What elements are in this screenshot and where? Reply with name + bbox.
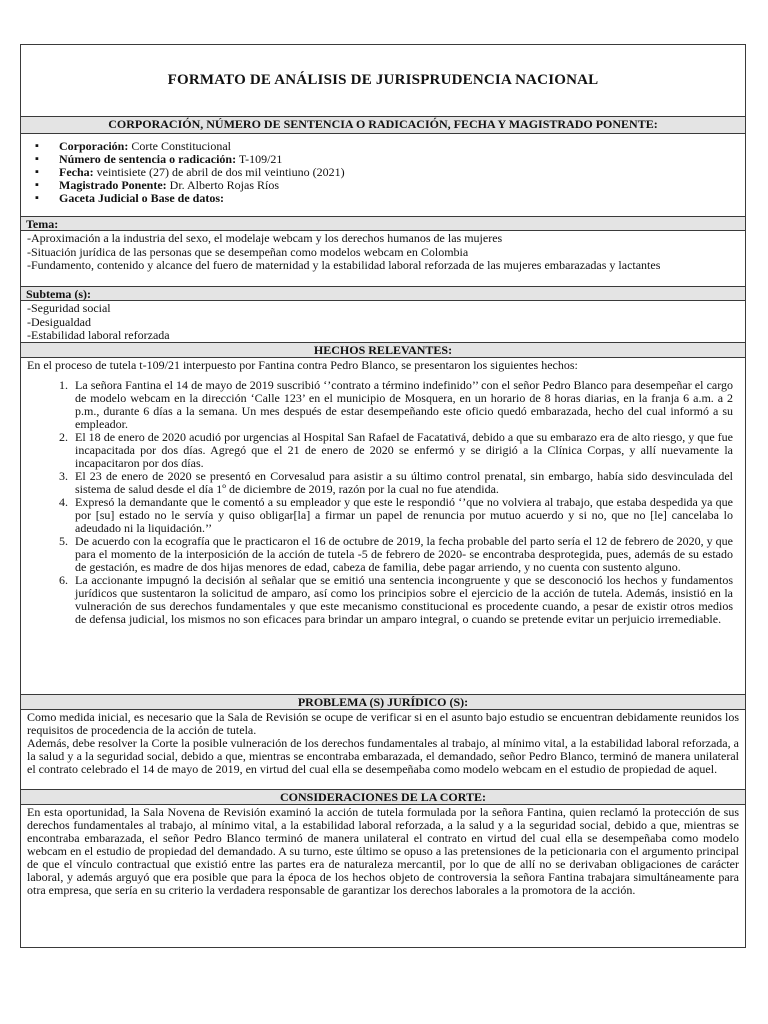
hechos-header: HECHOS RELEVANTES: bbox=[21, 343, 745, 358]
tema-item: -Situación jurídica de las personas que se desempeñan como modelos webcam en Colombia bbox=[27, 244, 469, 259]
document-title: FORMATO DE ANÁLISIS DE JURISPRUDENCIA NACIONAL bbox=[21, 45, 745, 117]
hecho-item: 3. El 23 de enero de 2020 se presentó en Corvesalud para asistir a su último control prenatal, sin embargo, había sido desvinculada del sistema de salud desde el día 1º de diciembre de 2019, razón por la cual no fue atendida. bbox=[71, 470, 733, 496]
hecho-item: 1. La señora Fantina el 14 de mayo de 2019 suscribió ‘’contrato a término indefinido’’ con el señor Pedro Blanco para desempeñar el cargo de modelo webcam en la dirección ‘Calle 123’ en el municipio de Mosquera, en un horario de 8 horas diarias, en la franja 6 a.m. a 2 p.m., durante 6 días a la semana. Un mes después de estar desempeñando este oficio quedó embarazada, hecho del cual informó a su empleador. bbox=[71, 379, 733, 431]
tema-item: -Fundamento, contenido y alcance del fuero de maternidad y la estabilidad laboral reforzada de las mujeres embarazadas y lactantes bbox=[27, 258, 661, 272]
tema-item: -Aproximación a la industria del sexo, el modelaje webcam y los derechos humanos de las mujeres bbox=[27, 231, 503, 245]
info-numero-sentencia: ▪ Número de sentencia o radicación: T-109/21 bbox=[59, 153, 739, 166]
subtema-item: -Seguridad social bbox=[27, 301, 111, 315]
hecho-item: 2. El 18 de enero de 2020 acudió por urgencias al Hospital San Rafael de Facatativá, debido a que su embarazo era de alto riesgo, y que fue incapacitada por dos días. Agregó que el 21 de enero de 2020 se enfermó y se dirigió a la Clínica Corpas, y allí nuevamente la incapacitaron por dos días. bbox=[71, 431, 733, 470]
consideraciones-paragraph: En esta oportunidad, la Sala Novena de Revisión examinó la acción de tutela formulada por la señora Fantina, quien reclamó la protección de sus derechos fundamentales al trabajo, al mínimo vital, a la estabilidad laboral reforzada, a la salud y a la seguridad social, debido a que, mientras se encontraba embarazada, el señor Pedro Blanco terminó de manera unilateral el contrato en virtud del cual ella se desempeñaba como modelo webcam en el estudio de propiedad del demandado. A su turno, este último se opuso a las pretensiones de la peticionaria con el argumento principal de que el vínculo contractual que existió entre las partes era de naturaleza mercantil, por lo que de allí no se derivaban obligaciones de carácter laboral, y además arguyó que era posible que para la época de los hechos objeto de controversia la señora Fantina trabajara simultáneamente para otra empresa, que sería en su criterio la verdadera responsable de garantizar los derechos laborales a la promotora de la acción. bbox=[27, 805, 739, 897]
hechos-section bbox=[21, 358, 745, 695]
case-info-section bbox=[21, 134, 745, 217]
case-info-list bbox=[27, 134, 739, 209]
info-corporacion: ▪ Corporación: Corte Constitucional bbox=[59, 140, 739, 153]
info-fecha: ▪ Fecha: veintisiete (27) de abril de dos mil veintiuno (2021) bbox=[59, 166, 739, 179]
hechos-list bbox=[27, 379, 733, 626]
corporation-section-header: CORPORACIÓN, NÚMERO DE SENTENCIA O RADICACIÓN, FECHA Y MAGISTRADO PONENTE: bbox=[21, 117, 745, 134]
info-magistrado: ▪ Magistrado Ponente: Dr. Alberto Rojas Ríos bbox=[59, 179, 739, 192]
hecho-item: 4. Expresó la demandante que le comentó a su empleador y que este le respondió ‘’que no volviera al trabajo, que estaba despedida ya que por [su] estado no le servía y quiso obligar[la] a firmar un papel de renuncia por mutuo acuerdo y si no, que no [le] cancelaba lo adeudado ni la liquidación.’’ bbox=[71, 496, 733, 535]
problema-paragraph: Como medida inicial, es necesario que la Sala de Revisión se ocupe de verificar si en el asunto bajo estudio se encuentran debidamente reunidos los requisitos de procedencia de la acción de tutela. bbox=[27, 710, 739, 737]
tema-label: Tema: bbox=[21, 217, 745, 231]
tema-section bbox=[21, 231, 745, 287]
hecho-item: 6. La accionante impugnó la decisión al señalar que se emitió una sentencia incongruente y que se desconoció los hechos y fundamentos jurídicos que sustentaron la solicitud de amparo, así como los principios sobre el ejercicio de la acción de tutela. Además, insistió en la vulneración de sus derechos fundamentales y que este mecanismo constitucional es procedente cuando, a pesar de existir otros medios de defensa judicial, los mismos no son eficaces para brindar un amparo integral, o cuando se pretende evitar un perjuicio irremediable. bbox=[71, 574, 733, 626]
hecho-item: 5. De acuerdo con la ecografía que le practicaron el 16 de octubre de 2019, la fecha probable del parto sería el 12 de febrero de 2020, y que para el momento de la interposición de la acción de tutela -5 de febrero de 2020- se encontraba desprotegida, pues, además de su estado de gestación, es madre de dos hijas menores de edad, cabeza de familia, debe pagar arriendo, y no cuenta con sustento alguno. bbox=[71, 535, 733, 574]
subtema-item: -Desigualdad bbox=[27, 314, 91, 329]
subtema-item: -Estabilidad laboral reforzada bbox=[27, 328, 170, 342]
jurisprudence-form bbox=[20, 44, 746, 948]
problema-section bbox=[21, 710, 745, 790]
problema-header: PROBLEMA (S) JURÍDICO (S): bbox=[21, 695, 745, 710]
hechos-intro: En el proceso de tutela t-109/21 interpuesto por Fantina contra Pedro Blanco, se presentaron los siguientes hechos: bbox=[27, 358, 578, 372]
consideraciones-section bbox=[21, 805, 745, 945]
problema-paragraph: Además, debe resolver la Corte la posible vulneración de los derechos fundamentales al trabajo, al mínimo vital, a la estabilidad laboral reforzada, a la salud y a la seguridad social, debido a que, mientras se encontraba embarazada, el demandado, señor Pedro Blanco, terminó de manera unilateral el contrato celebrado el 14 de mayo de 2019, en virtud del cual ella se desempeñaba como modelo webcam en el estudio de propiedad de aquel. bbox=[27, 736, 739, 776]
info-gaceta: ▪ Gaceta Judicial o Base de datos: bbox=[59, 192, 739, 205]
consideraciones-header: CONSIDERACIONES DE LA CORTE: bbox=[21, 790, 745, 805]
subtema-label: Subtema (s): bbox=[21, 287, 745, 301]
subtema-section bbox=[21, 301, 745, 343]
